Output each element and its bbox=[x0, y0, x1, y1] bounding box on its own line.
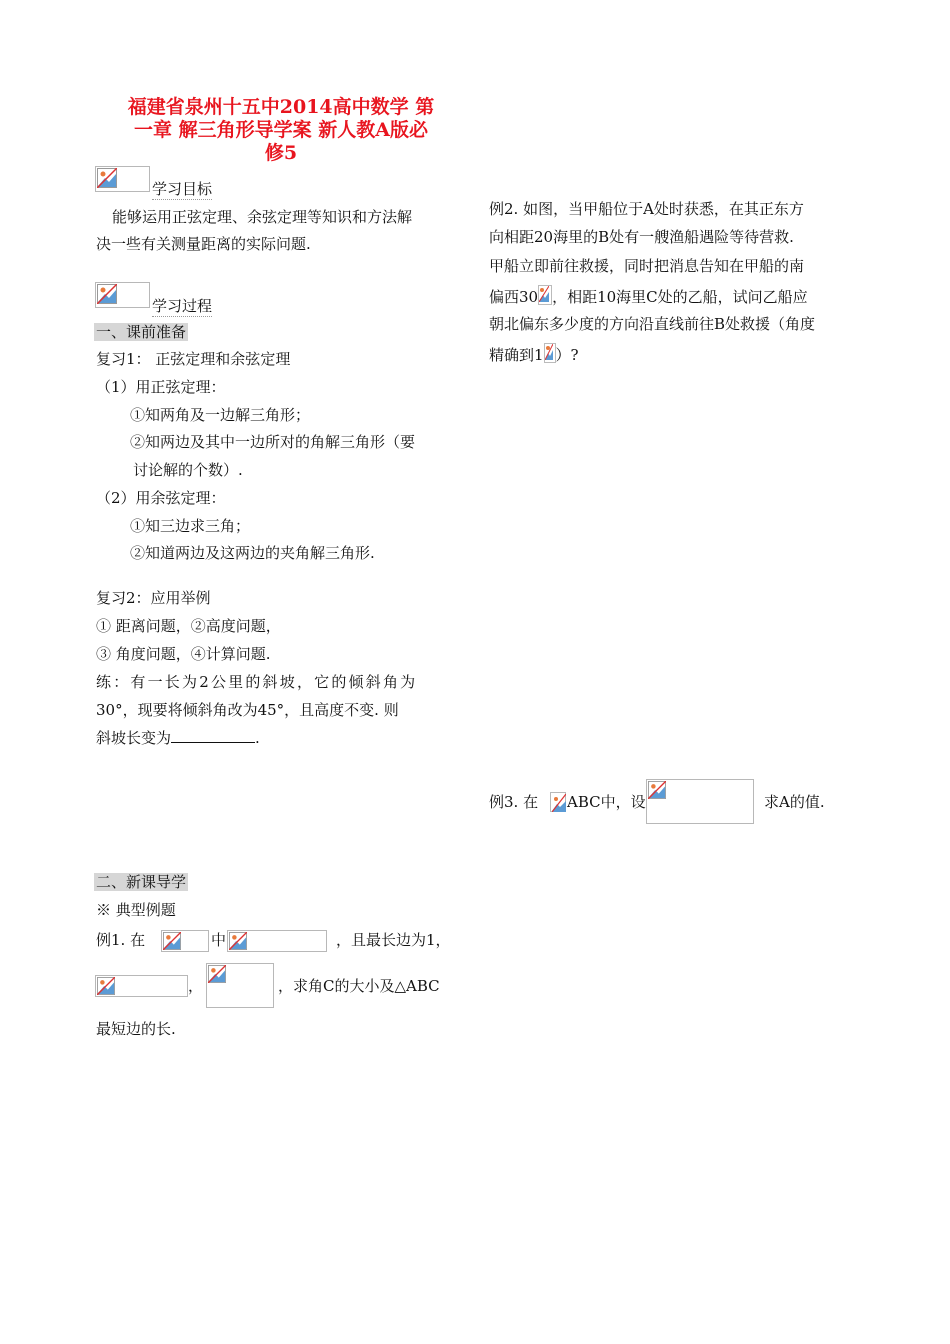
ex2-line4-prefix: 偏西30 bbox=[489, 288, 539, 306]
section1-title: 一、课前准备 bbox=[96, 323, 187, 341]
broken-image-icon bbox=[95, 166, 150, 192]
ex1-prefix: 例1. 在 bbox=[96, 931, 146, 949]
practice-line3-prefix: 斜坡长变为 bbox=[96, 729, 172, 747]
goals-heading: 学习目标 bbox=[152, 180, 213, 198]
review2-title: 复习2：应用举例 bbox=[96, 589, 211, 607]
ex2-line4 bbox=[489, 285, 808, 307]
ex2-line6-suffix: ）? bbox=[555, 346, 579, 364]
practice-line3 bbox=[96, 728, 260, 748]
degree-image-icon bbox=[544, 343, 556, 363]
review2-line2: ③ 角度问题，④计算问题. bbox=[96, 645, 271, 663]
ex3-mid: ABC中，设 bbox=[567, 793, 646, 811]
ex3-prefix: 例3. 在 bbox=[489, 793, 539, 811]
goals-text-line1: 能够运用正弦定理、余弦定理等知识和方法解 bbox=[112, 208, 413, 226]
page-title-line1: 福建省泉州十五中2014高中数学 第 bbox=[127, 96, 435, 118]
review1-item2: （2）用余弦定理： bbox=[96, 489, 226, 507]
ex1-suffix: ，且最长边为1， bbox=[336, 931, 451, 949]
formula-image-icon bbox=[95, 975, 188, 997]
ex2-line6 bbox=[489, 343, 579, 365]
ex1-mid: 中 bbox=[211, 931, 227, 949]
review1-item2b: ②知道两边及这两边的夹角解三角形. bbox=[130, 544, 375, 562]
formula-image-icon bbox=[646, 779, 754, 824]
answer-blank[interactable] bbox=[171, 728, 255, 743]
review1-item1a: ①知两角及一边解三角形； bbox=[130, 406, 311, 424]
section2-subtitle: ※ 典型例题 bbox=[96, 901, 176, 919]
practice-line2: 30°，现要将倾斜角改为45°，且高度不变. 则 bbox=[96, 701, 399, 719]
practice-line3-suffix: . bbox=[255, 729, 260, 747]
ex2-line5: 朝北偏东多少度的方向沿直线前往B处救援（角度 bbox=[489, 315, 816, 333]
review2-line1: ① 距离问题，②高度问题， bbox=[96, 617, 281, 635]
review1-item1: （1）用正弦定理： bbox=[96, 378, 226, 396]
review1-title: 复习1： 正弦定理和余弦定理 bbox=[96, 350, 291, 368]
ex2-line1: 例2. 如图，当甲船位于A处时获悉，在其正东方 bbox=[489, 200, 804, 218]
review1-item1b-line1: ②知两边及其中一边所对的角解三角形（要 bbox=[130, 433, 416, 451]
ex3-suffix: 求A的值. bbox=[764, 793, 825, 811]
ex1-comma: ， bbox=[188, 977, 204, 995]
formula-image-icon bbox=[206, 963, 274, 1008]
practice-line1: 练：有一长为2公里的斜坡，它的倾斜角为 bbox=[96, 673, 418, 691]
page-title-line3: 修5 bbox=[264, 142, 298, 164]
ex2-line2: 向相距20海里的B处有一艘渔船遇险等待营救. bbox=[489, 228, 794, 246]
ex2-line6-prefix: 精确到1 bbox=[489, 346, 544, 364]
section2-title: 二、新课导学 bbox=[96, 873, 187, 891]
review1-item1b-line2: 讨论解的个数）. bbox=[133, 461, 243, 479]
page-title-line2: 一章 解三角形导学案 新人教A版必 bbox=[134, 119, 428, 141]
triangle-image-icon bbox=[550, 792, 566, 812]
formula-image-icon bbox=[161, 930, 209, 952]
goals-text-line2: 决一些有关测量距离的实际问题. bbox=[96, 235, 311, 253]
ex2-line3: 甲船立即前往救援，同时把消息告知在甲船的南 bbox=[489, 257, 805, 275]
ex1-line2-suffix: ，求角C的大小及△ABC bbox=[278, 977, 440, 995]
formula-image-icon bbox=[227, 930, 327, 952]
review1-item2a: ①知三边求三角； bbox=[130, 517, 251, 535]
ex1-line3: 最短边的长. bbox=[96, 1020, 176, 1038]
ex2-line4-suffix: ，相距10海里C处的乙船，试问乙船应 bbox=[552, 288, 808, 306]
process-heading: 学习过程 bbox=[152, 297, 213, 315]
degree-image-icon bbox=[538, 285, 552, 305]
broken-image-icon bbox=[95, 282, 150, 308]
